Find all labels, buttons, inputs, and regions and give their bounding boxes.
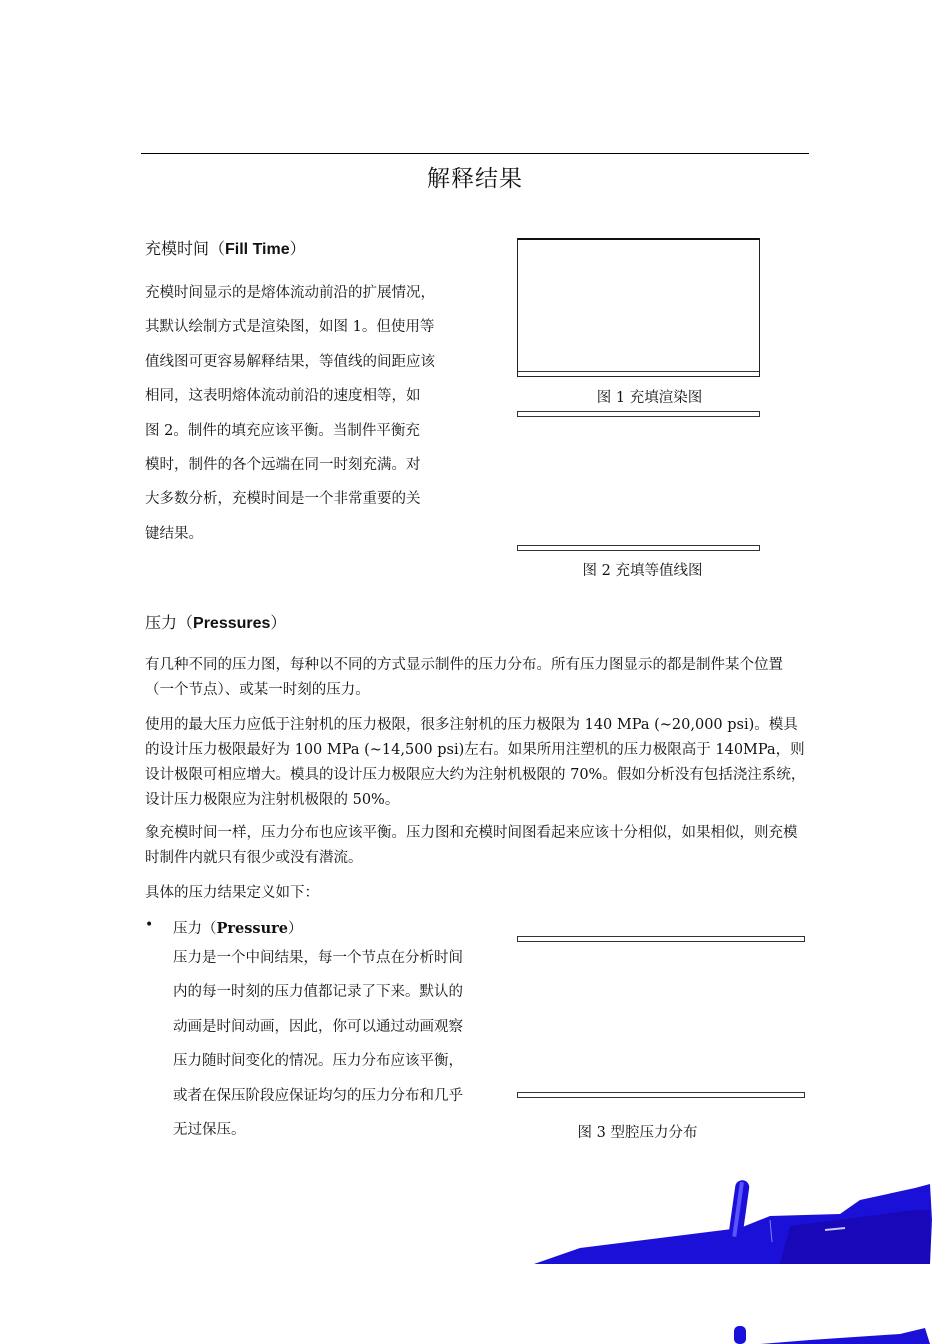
text-line: 压力是一个中间结果，每一个节点在分析时间 <box>173 950 463 966</box>
figure-2-bottom-edge <box>517 545 760 551</box>
text-line: 或者在保压阶段应保证均匀的压力分布和几乎 <box>173 1087 463 1104</box>
text-line: 其默认绘制方式是渲染图，如图 1。但使用等 <box>145 319 435 336</box>
pressures-heading: 压力（Pressures） <box>145 613 287 632</box>
text-line: 压力随时间变化的情况。压力分布应该平衡， <box>173 1053 463 1070</box>
text-line: 大多数分析，充模时间是一个非常重要的关 <box>145 491 421 508</box>
text-line: 值线图可更容易解释结果，等值线的间距应该 <box>145 353 435 370</box>
text-line: 键结果。 <box>145 525 203 542</box>
text-line: 模时，制件的各个远端在同一时刻充满。对 <box>145 456 421 473</box>
pressures-paragraph-4: 具体的压力结果定义如下： <box>145 885 319 901</box>
figure-2-top-edge <box>517 411 760 417</box>
text-line: 相同，这表明熔体流动前沿的速度相等，如 <box>145 388 421 405</box>
text-line: 动画是时间动画，因此，你可以通过动画观察 <box>173 1018 463 1035</box>
figure-1-image <box>517 238 760 377</box>
pressures-paragraph-3: 象充模时间一样，压力分布也应该平衡。压力图和充模时间图看起来应该十分相似，如果相似，则充模时制件内就只有很少或没有潜流。 <box>145 825 798 866</box>
figure-3-top-edge <box>517 936 805 942</box>
header-rule <box>141 153 809 154</box>
bullet-marker: • <box>145 917 154 933</box>
pressures-paragraph-1: 有几种不同的压力图，每种以不同的方式显示制件的压力分布。所有压力图显示的都是制件某个位置（一个节点）、或某一时刻的压力。 <box>145 657 783 698</box>
figure-3-bottom-edge <box>517 1092 805 1098</box>
bullet-title: 压力（Pressure） <box>173 920 303 937</box>
page-title: 解释结果 <box>427 166 523 192</box>
figure-3-caption: 图 3 型腔压力分布 <box>577 1125 698 1141</box>
mold-part-render-1 <box>520 1170 950 1266</box>
pressures-paragraph-2: 使用的最大压力应低于注射机的压力极限，很多注射机的压力极限为 140 MPa (~20,000 psi)。模具的设计压力极限最好为 100 MPa (~14,500 psi)左右。如果所用注塑机的压力极限高于 140MPa，则设计极限可相应增大。模具的设计压力极限应大约为注射机极限的 70%。假如分析没有包括浇注系统，设计压力极限应为注射机极限的 50%。 <box>145 717 806 808</box>
fill-time-heading: 充模时间（Fill Time） <box>145 239 306 258</box>
text-line: 内的每一时刻的压力值都记录了下来。默认的 <box>173 984 463 1001</box>
text-line: 充模时间显示的是熔体流动前沿的扩展情况， <box>145 285 435 301</box>
figure-2-caption: 图 2 充填等值线图 <box>582 563 703 579</box>
figure-1-inner-rule <box>518 371 759 372</box>
text-line: 无过保压。 <box>173 1121 246 1138</box>
mold-part-render-2 <box>700 1318 950 1344</box>
text-line: 图 2。制件的填充应该平衡。当制件平衡充 <box>145 422 420 439</box>
bullet-paragraph <box>173 948 463 1154</box>
fill-time-paragraph <box>145 283 435 558</box>
figure-1-caption: 图 1 充填渲染图 <box>596 390 703 406</box>
